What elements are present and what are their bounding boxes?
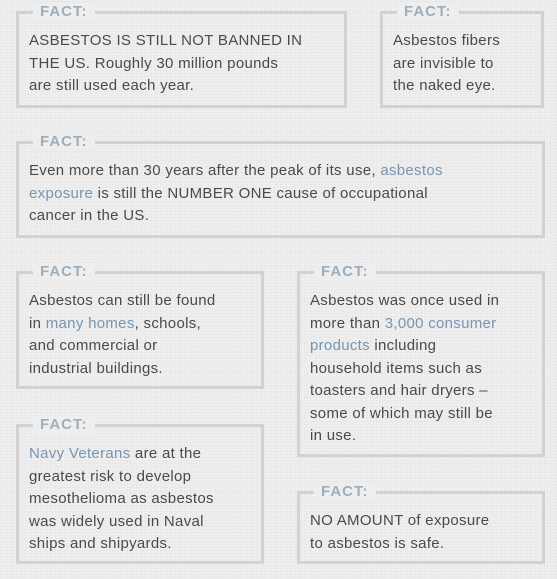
fact-text-line: ships and shipyards. [29, 535, 172, 552]
fact-text-segment: Even more than 30 years after the peak of its use, [29, 162, 381, 179]
fact-text-line: some of which may still be [310, 404, 493, 422]
asbestos-exposure-link[interactable]: exposure [29, 184, 94, 202]
fact-text-segment: more than [310, 314, 385, 332]
fact-text-line: Asbestos was once used in [310, 292, 500, 309]
fact-text-segment: in [29, 314, 46, 332]
fact-label: FACT: [33, 263, 95, 281]
fact-label: FACT: [33, 416, 95, 434]
fact-text-segment: including [369, 337, 437, 354]
fact-label: FACT: [314, 263, 376, 281]
fact-text [29, 160, 443, 228]
fact-text-line: mesothelioma as asbestos [29, 490, 214, 507]
fact-label: FACT: [397, 3, 459, 21]
fact-text [393, 30, 500, 98]
fact-text-line: greatest risk to develop [29, 467, 192, 485]
fact-text-line: toasters and hair dryers – [310, 382, 488, 399]
fact-text-line: cancer in the US. [29, 207, 150, 224]
fact-text [29, 290, 216, 380]
fact-text [310, 510, 489, 555]
fact-card-no-safe-amount [297, 483, 545, 564]
fact-text-line: NO AMOUNT of exposure [310, 512, 490, 529]
fact-text-line: ASBESTOS IS STILL NOT BANNED IN [29, 32, 303, 49]
fact-card-occupational-cancer [16, 133, 545, 238]
fact-text-line: the naked eye. [393, 77, 496, 94]
fact-text-segment: is still the NUMBER ONE cause of occupational [93, 184, 428, 202]
fact-text-line: household items such as [310, 359, 482, 377]
fact-text-line: THE US. Roughly 30 million pounds [29, 54, 279, 72]
fact-card-invisible-fibers [380, 3, 544, 108]
fact-text-segment: are at the [130, 445, 202, 462]
fact-text-segment: , schools, [134, 314, 201, 332]
fact-text [29, 443, 214, 556]
consumer-products-link[interactable]: 3,000 consumer [384, 314, 497, 332]
navy-veterans-link[interactable]: Navy Veterans [29, 445, 131, 462]
fact-text-line: and commercial or [29, 337, 158, 354]
fact-text [310, 290, 499, 448]
fact-card-consumer-products [297, 263, 545, 457]
fact-text-line: in use. [310, 427, 357, 444]
fact-label: FACT: [314, 483, 376, 501]
fact-text-line: are still used each year. [29, 77, 195, 94]
fact-text-line: Asbestos fibers [393, 32, 501, 49]
fact-text-line: Asbestos can still be found [29, 292, 216, 309]
fact-label: FACT: [33, 3, 95, 21]
fact-text [29, 30, 302, 98]
fact-card-not-banned [16, 3, 347, 108]
fact-text-line: to asbestos is safe. [310, 534, 445, 552]
fact-text-line: are invisible to [393, 54, 494, 72]
fact-card-navy-veterans [16, 416, 264, 564]
fact-text-line: was widely used in Naval [29, 512, 204, 530]
fact-text-line: industrial buildings. [29, 359, 163, 377]
many-homes-link[interactable]: many homes [45, 314, 135, 332]
fact-label: FACT: [33, 133, 95, 151]
asbestos-exposure-link[interactable]: asbestos [380, 162, 443, 179]
consumer-products-link[interactable]: products [310, 337, 370, 354]
fact-card-still-found [16, 263, 264, 389]
